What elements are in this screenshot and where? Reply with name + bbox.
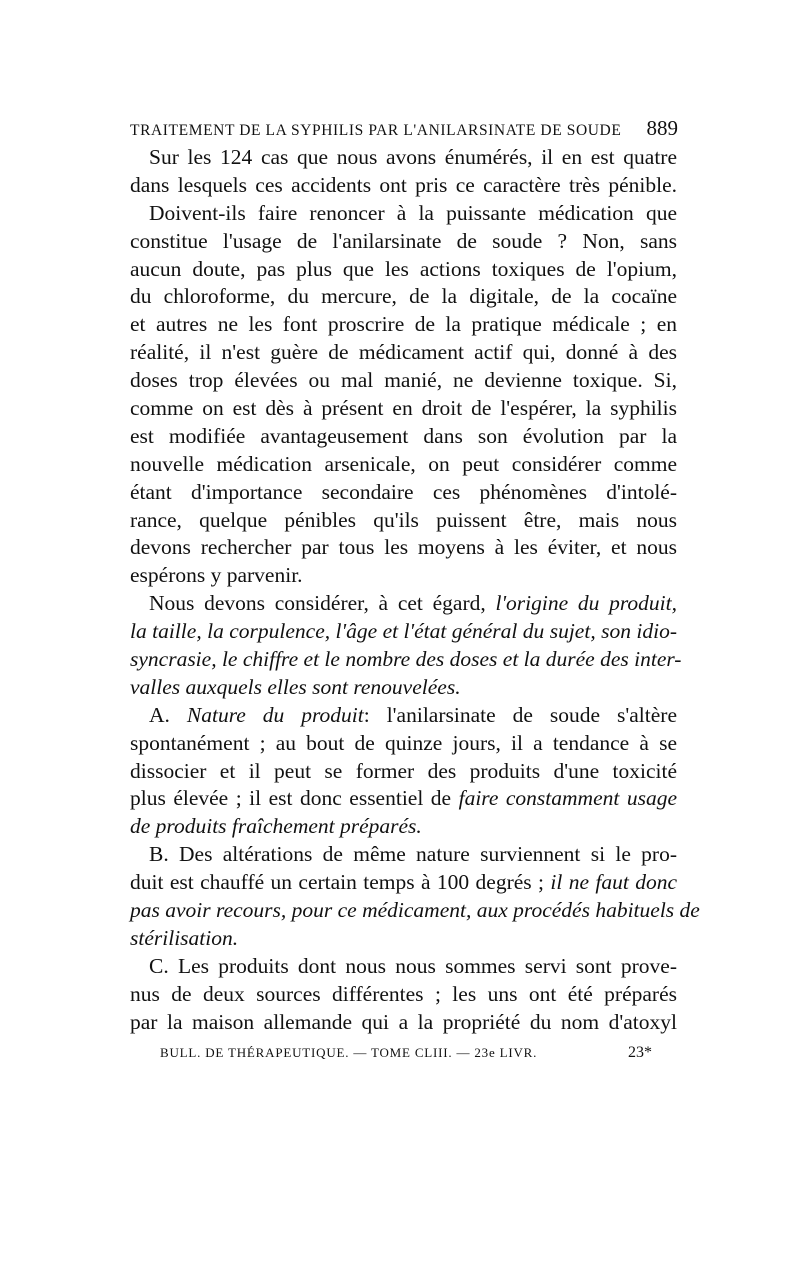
text-line: la taille, la corpulence, l'âge et l'état général du sujet, son idio- bbox=[130, 619, 677, 644]
text-run: Nous devons considérer, à cet égard, bbox=[149, 591, 496, 616]
footer bbox=[160, 1044, 652, 1062]
text-line: et autres ne les font proscrire de la pratique médicale ; en bbox=[130, 312, 677, 337]
text-line: doses trop élevées ou mal manié, ne devienne toxique. Si, bbox=[130, 368, 677, 393]
text-line: du chloroforme, du mercure, de la digitale, de la cocaïne bbox=[130, 284, 677, 309]
text-line: rance, quelque pénibles qu'ils puissent être, mais nous bbox=[130, 507, 677, 532]
text-line: dans lesquels ces accidents ont pris ce caractère très pénible. bbox=[130, 172, 677, 197]
text-line: C. Les produits dont nous nous sommes servi sont prove- bbox=[149, 953, 677, 978]
text-line: est modifiée avantageusement dans son évolution par la bbox=[130, 423, 677, 448]
text-line: nouvelle médication arsenicale, on peut considérer comme bbox=[130, 451, 677, 476]
text-line: étant d'importance secondaire ces phénomènes d'intolé- bbox=[130, 479, 677, 504]
text-line bbox=[130, 702, 677, 730]
page-number: 889 bbox=[646, 116, 678, 140]
text-line: par la maison allemande qui a la propriété du nom d'atoxyl bbox=[130, 1009, 677, 1034]
text-run: duit est chauffé un certain temps à 100 degrés ; bbox=[130, 870, 551, 895]
text-line: spontanément ; au bout de quinze jours, il a tendance à se bbox=[130, 730, 677, 755]
running-title: TRAITEMENT DE LA SYPHILIS PAR L'ANILARSINATE DE SOUDE bbox=[130, 122, 622, 139]
text-line bbox=[130, 590, 677, 618]
text-line: espérons y parvenir. bbox=[130, 563, 303, 588]
text-run: : l'anilarsinate de soude s'altère bbox=[363, 702, 677, 727]
text-line: réalité, il n'est guère de médicament actif qui, donné à des bbox=[130, 340, 677, 365]
text-line: valles auxquels elles sont renouvelées. bbox=[130, 674, 461, 699]
text-line: nus de deux sources différentes ; les uns ont été préparés bbox=[130, 981, 677, 1006]
text-line bbox=[130, 869, 677, 897]
text-line: aucun doute, pas plus que les actions toxiques de l'opium, bbox=[130, 256, 677, 281]
text-line: B. Des altérations de même nature surviennent si le pro- bbox=[149, 842, 677, 867]
italic-run: faire constamment usage bbox=[458, 786, 677, 811]
body-text bbox=[130, 144, 700, 1037]
running-head bbox=[130, 116, 678, 141]
text-line: devons rechercher par tous les moyens à les éviter, et nous bbox=[130, 535, 677, 560]
text-line bbox=[130, 785, 677, 813]
text-line: stérilisation. bbox=[130, 925, 239, 950]
text-line: syncrasie, le chiffre et le nombre des doses et la durée des inter- bbox=[130, 647, 682, 672]
text-line: constitue l'usage de l'anilarsinate de soude ? Non, sans bbox=[130, 228, 677, 253]
text-run: A. bbox=[149, 702, 187, 727]
text-line: de produits fraîchement préparés. bbox=[130, 814, 422, 839]
italic-run: Nature du produit bbox=[186, 702, 364, 727]
text-line: dissocier et il peut se former des produits d'une toxicité bbox=[130, 758, 677, 783]
journal-signature-line: BULL. DE THÉRAPEUTIQUE. — TOME CLIII. — 23e LIVR. bbox=[160, 1045, 538, 1060]
text-run: plus élevée ; il est donc essentiel de bbox=[130, 786, 459, 811]
text-line: Sur les 124 cas que nous avons énumérés, il en est quatre bbox=[149, 145, 677, 169]
italic-run: il ne faut donc bbox=[550, 870, 678, 895]
text-line: pas avoir recours, pour ce médicament, aux procédés habituels de bbox=[130, 898, 700, 923]
sheet-signature: 23* bbox=[628, 1044, 652, 1061]
italic-run: l'origine du produit, bbox=[495, 591, 677, 616]
text-line: Doivent-ils faire renoncer à la puissante médication que bbox=[149, 200, 677, 225]
text-line: comme on est dès à présent en droit de l'espérer, la syphilis bbox=[130, 396, 677, 421]
